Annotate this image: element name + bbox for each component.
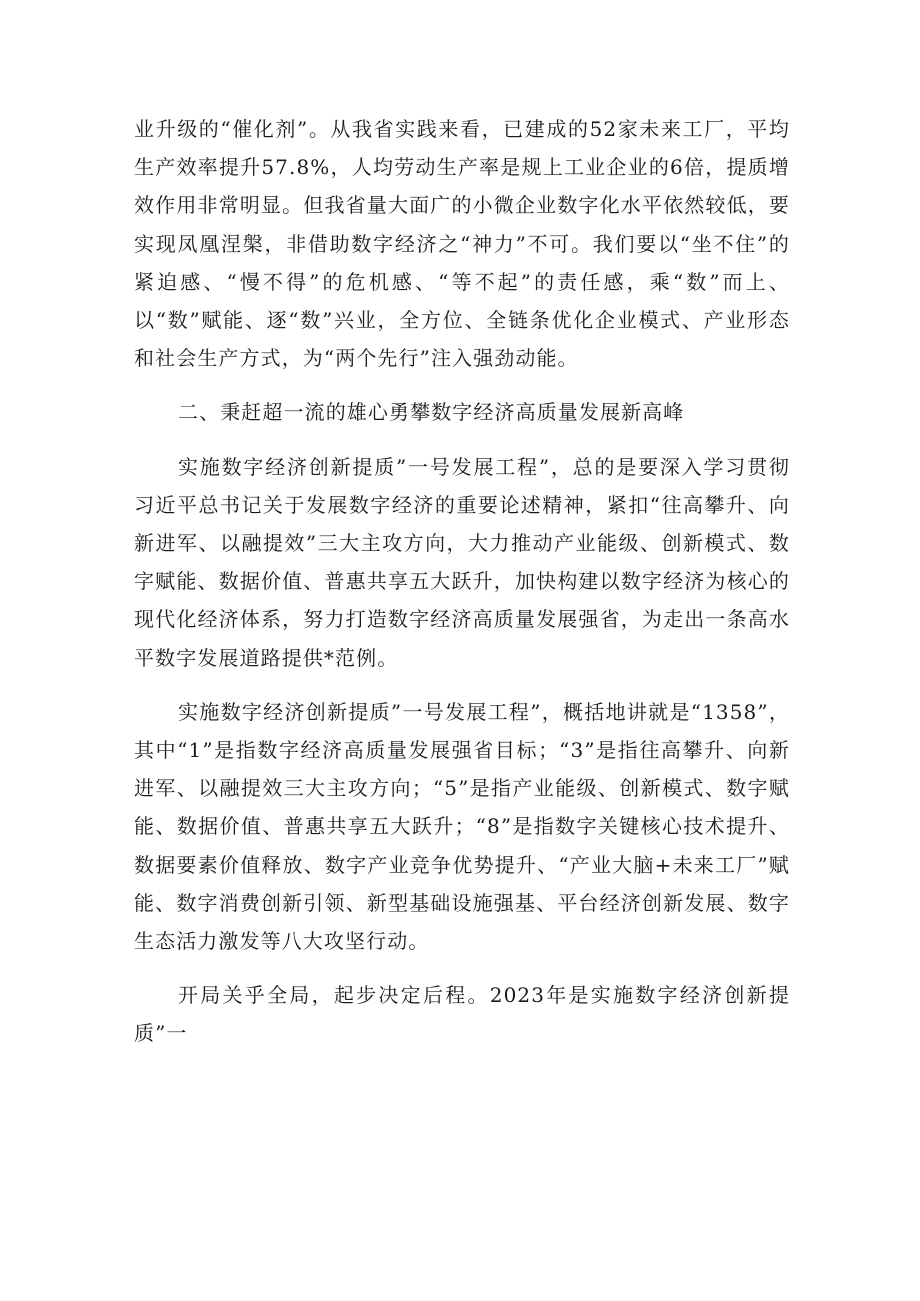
- paragraph-2023: 开局关乎全局，起步决定后程。2023年是实施数字经济创新提质”一: [134, 983, 790, 1046]
- paragraph-one-project: 实施数字经济创新提质”一号发展工程”，总的是要深入学习贯彻习近平总书记关于发展数字经济的重要论述精神，紧扣“往高攀升、向新进军、以融提效”三大主攻方向，大力推动产业能级、创新模式、数字赋能、数据价值、普惠共享五大跃升，加快构建以数字经济为核心的现代化经济体系，努力打造数字经济高质量发展强省，为走出一条高水平数字发展道路提供*范例。: [134, 454, 790, 670]
- section-heading: 二、秉赶超一流的雄心勇攀数字经济高质量发展新高峰: [178, 400, 685, 425]
- paragraph-continuation: 业升级的“催化剂”。从我省实践来看，已建成的52家未来工厂，平均生产效率提升57.8%，人均劳动生产率是规上工业企业的6倍，提质增效作用非常明显。但我省量大面广的小微企业数字化水平依然较低，要实现凤凰涅槃，非借助数字经济之“神力”不可。我们要以“坐不住”的紧迫感、“慢不得”的危机感、“等不起”的责任感，乘“数”而上、以“数”赋能、逐“数”兴业，全方位、全链条优化企业模式、产业形态和社会生产方式，为“两个先行”注入强劲动能。: [134, 117, 790, 371]
- document-body: [134, 110, 790, 1053]
- paragraph-1358: 实施数字经济创新提质”一号发展工程”，概括地讲就是“1358”，其中“1”是指数字经济高质量发展强省目标；“3”是指往高攀升、向新进军、以融提效三大主攻方向；“5”是指产业能级、创新模式、数字赋能、数据价值、普惠共享五大跃升；“8”是指数字关键核心技术提升、数据要素价值释放、数字产业竞争优势提升、“产业大脑+未来工厂”赋能、数字消费创新引领、新型基础设施强基、平台经济创新发展、数字生态活力激发等八大攻坚行动。: [134, 699, 790, 954]
